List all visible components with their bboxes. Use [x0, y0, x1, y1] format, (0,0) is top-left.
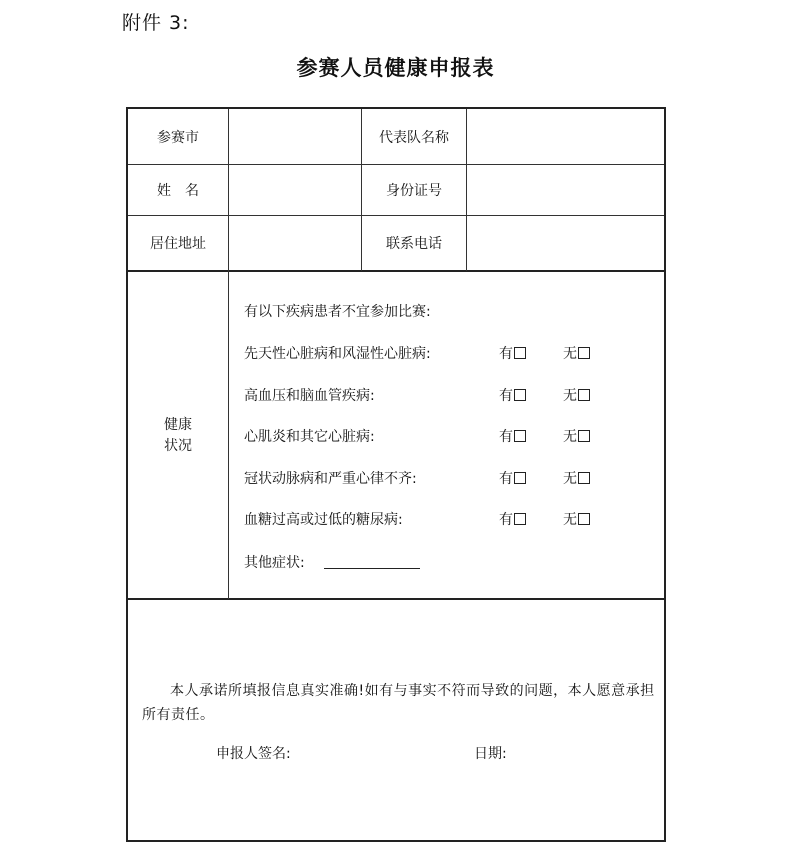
checkbox-square-icon	[514, 472, 526, 484]
checkbox-square-icon	[514, 513, 526, 525]
team-name-input-cell[interactable]	[467, 109, 664, 164]
phone-label: 联系电话	[386, 236, 442, 252]
checkbox-square-icon	[578, 389, 590, 401]
id-number-label: 身份证号	[386, 183, 442, 199]
no-checkbox[interactable]: 无	[563, 426, 590, 446]
checkbox-square-icon	[578, 472, 590, 484]
other-symptoms-field[interactable]	[324, 568, 420, 569]
yes-checkbox[interactable]: 有	[499, 468, 526, 488]
no-checkbox[interactable]: 无	[563, 343, 590, 363]
health-intro: 有以下疾病患者不宜参加比赛:	[244, 304, 431, 320]
name-label: 姓 名	[157, 183, 199, 199]
no-checkbox[interactable]: 无	[563, 385, 590, 405]
yes-checkbox[interactable]: 有	[499, 385, 526, 405]
section-divider	[128, 270, 664, 272]
date-label: 日期:	[474, 746, 507, 762]
id-number-input-cell[interactable]	[467, 165, 664, 215]
city-label: 参赛市	[157, 129, 199, 146]
checkbox-square-icon	[578, 513, 590, 525]
city-input-cell[interactable]	[229, 109, 361, 164]
form-title: 参赛人员健康申报表	[296, 56, 495, 80]
condition-item: 先天性心脏病和风湿性心脏病:	[244, 346, 431, 362]
yes-checkbox[interactable]: 有	[499, 343, 526, 363]
checkbox-square-icon	[578, 347, 590, 359]
team-name-label: 代表队名称	[379, 129, 449, 146]
attachment-label: 附件 3:	[122, 12, 190, 34]
checkbox-square-icon	[578, 430, 590, 442]
signature-label: 申报人签名:	[216, 746, 291, 762]
checkbox-square-icon	[514, 347, 526, 359]
address-input-cell[interactable]	[229, 216, 361, 270]
checkbox-square-icon	[514, 430, 526, 442]
other-symptoms-label: 其他症状:	[244, 555, 305, 571]
health-label-line1: 健康	[164, 417, 192, 433]
condition-item: 高血压和脑血管疾病:	[244, 388, 375, 404]
pledge-statement: 本人承诺所填报信息真实准确!如有与事实不符而导致的问题，本人愿意承担所有责任。	[142, 683, 655, 723]
address-label: 居住地址	[150, 236, 206, 252]
condition-item: 血糖过高或过低的糖尿病:	[244, 512, 403, 528]
name-input-cell[interactable]	[229, 165, 361, 215]
checkbox-square-icon	[514, 389, 526, 401]
yes-checkbox[interactable]: 有	[499, 509, 526, 529]
no-checkbox[interactable]: 无	[563, 509, 590, 529]
health-declaration-form	[126, 107, 666, 842]
health-label-line2: 状况	[164, 438, 192, 454]
no-checkbox[interactable]: 无	[563, 468, 590, 488]
yes-checkbox[interactable]: 有	[499, 426, 526, 446]
health-status-label	[128, 273, 228, 599]
phone-input-cell[interactable]	[467, 216, 664, 270]
condition-item: 心肌炎和其它心脏病:	[244, 429, 375, 445]
signature-field[interactable]	[308, 739, 458, 763]
date-field[interactable]	[512, 739, 652, 763]
condition-item: 冠状动脉病和严重心律不齐:	[244, 471, 417, 487]
